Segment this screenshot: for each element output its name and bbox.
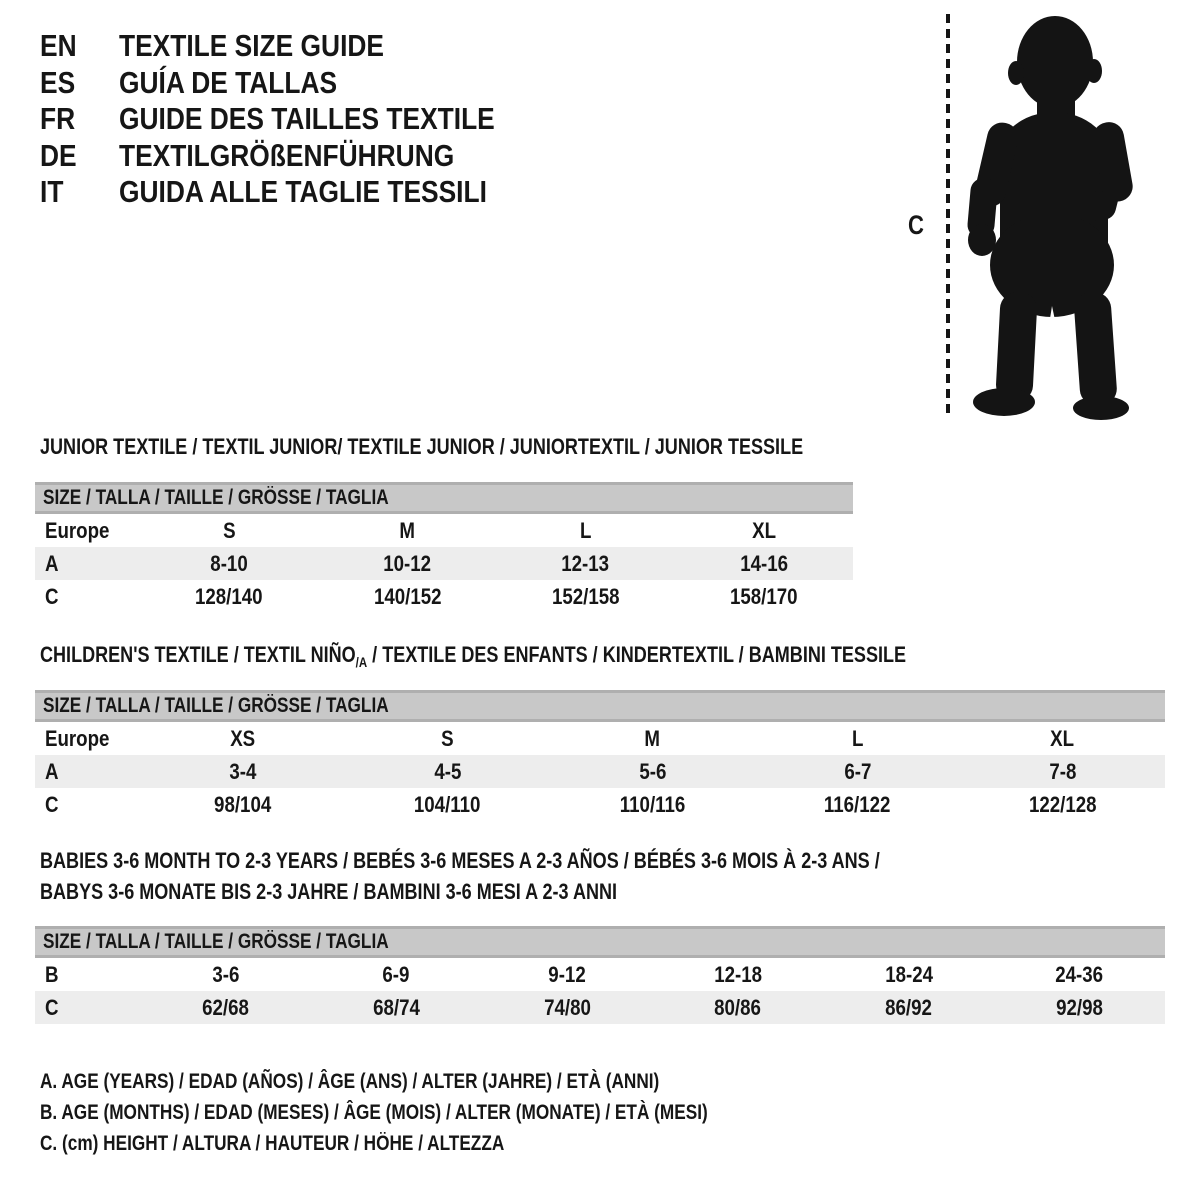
table-cell: S	[441, 725, 454, 751]
row-label: A	[45, 758, 59, 784]
language-code: ES	[40, 64, 76, 100]
nino-a-subscript: /A	[355, 654, 368, 670]
row-label: A	[45, 550, 59, 576]
table-cell: 92/98	[1056, 994, 1103, 1020]
table-cell: 98/104	[213, 791, 272, 817]
babies-size-table	[35, 926, 1165, 1024]
table-cell: 86/92	[885, 994, 933, 1020]
guide-title: GUÍA DE TALLAS	[119, 64, 338, 100]
table-cell: M	[644, 725, 661, 751]
table-row	[35, 722, 1165, 755]
height-measure-line	[944, 14, 952, 418]
table-cell: 3-6	[211, 961, 239, 987]
children-size-table	[35, 690, 1165, 821]
table-cell: 12-18	[713, 961, 762, 987]
table-cell: 10-12	[383, 550, 432, 576]
table-cell: 3-4	[228, 758, 257, 784]
table-cell: XL	[751, 517, 776, 543]
table-cell: 14-16	[739, 550, 788, 576]
table-cell: 128/140	[195, 583, 263, 609]
table-cell: 6-9	[382, 961, 410, 987]
table-row	[35, 788, 1165, 821]
language-title-list	[40, 28, 561, 211]
language-row	[40, 101, 561, 138]
row-label: C	[45, 583, 59, 609]
table-header-bar: SIZE / TALLA / TAILLE / GRÖSSE / TAGLIA	[35, 482, 853, 514]
language-row	[40, 138, 561, 175]
table-cell: 104/110	[414, 791, 481, 817]
table-row	[35, 547, 853, 580]
table-cell: S	[222, 517, 236, 543]
guide-title: TEXTILE SIZE GUIDE	[119, 28, 385, 64]
table-cell: 5-6	[638, 758, 667, 784]
table-cell: L	[851, 725, 864, 751]
table-cell: L	[579, 517, 592, 543]
junior-size-table	[35, 482, 853, 613]
language-code: EN	[40, 28, 77, 64]
footnote-a: A. AGE (YEARS) / EDAD (AÑOS) / ÂGE (ANS) / ALTER (JAHRE) / ETÀ (ANNI)	[40, 1070, 660, 1093]
height-measure-label: C	[908, 210, 924, 240]
language-code: DE	[40, 137, 77, 173]
table-header-bar: SIZE / TALLA / TAILLE / GRÖSSE / TAGLIA	[35, 926, 1165, 958]
table-cell: 122/128	[1028, 791, 1097, 817]
table-cell: 62/68	[202, 994, 249, 1020]
table-cell: 116/122	[824, 791, 891, 817]
table-cell: 110/116	[619, 791, 686, 817]
babies-section-title: BABIES 3-6 MONTH TO 2-3 YEARS / BEBÉS 3-6 MESES A 2-3 AÑOS / BÉBÉS 3-6 MOIS À 2-3 ANS / BABYS 3-6 MONATE BIS 2-3 JAHRE / BAMBINI 3-6 MESI A 2-3 ANNI	[40, 848, 880, 904]
row-label: Europe	[45, 517, 110, 543]
language-row	[40, 174, 561, 211]
table-cell: 80/86	[714, 994, 762, 1020]
table-row	[35, 755, 1165, 788]
guide-title: GUIDA ALLE TAGLIE TESSILI	[119, 174, 487, 210]
table-cell: 4-5	[433, 758, 462, 784]
children-section-title: CHILDREN'S TEXTILE / TEXTIL $NIÑO_{/A}$ / TEXTILE DES ENFANTS / KINDERTEXTIL / BAMBINI TESSILE	[40, 642, 907, 670]
table-cell: 140/152	[373, 583, 442, 609]
footnotes	[40, 1070, 854, 1163]
guide-title: TEXTILGRÖßENFÜHRUNG	[119, 137, 455, 173]
footnote-c: C. (cm) HEIGHT / ALTURA / HAUTEUR / HÖHE / ALTEZZA	[40, 1132, 505, 1155]
table-row	[35, 580, 853, 613]
row-label: C	[45, 791, 59, 817]
table-cell: 12-13	[561, 550, 610, 576]
table-cell: 158/170	[730, 583, 798, 609]
language-code: FR	[40, 101, 76, 137]
language-row	[40, 65, 561, 102]
table-cell: XL	[1050, 725, 1075, 751]
table-cell: 74/80	[543, 994, 591, 1020]
table-cell: 152/158	[551, 583, 620, 609]
table-cell: 6-7	[843, 758, 872, 784]
language-row	[40, 28, 561, 65]
junior-section-title: JUNIOR TEXTILE / TEXTIL JUNIOR/ TEXTILE JUNIOR / JUNIORTEXTIL / JUNIOR TESSILE	[40, 434, 804, 459]
table-row	[35, 991, 1165, 1024]
toddler-silhouette	[960, 10, 1150, 420]
table-cell: M	[399, 517, 416, 543]
guide-title: GUIDE DES TAILLES TEXTILE	[119, 101, 495, 137]
footnote-b: B. AGE (MONTHS) / EDAD (MESES) / ÂGE (MOIS) / ALTER (MONATE) / ETÀ (MESI)	[40, 1101, 708, 1124]
table-cell: 7-8	[1048, 758, 1077, 784]
table-cell: XS	[230, 725, 255, 751]
row-label: C	[45, 994, 59, 1020]
table-cell: 24-36	[1055, 961, 1104, 987]
table-header-bar: SIZE / TALLA / TAILLE / GRÖSSE / TAGLIA	[35, 690, 1165, 722]
table-row	[35, 514, 853, 547]
table-cell: 8-10	[210, 550, 248, 576]
row-label: B	[45, 961, 59, 987]
table-cell: 9-12	[548, 961, 586, 987]
language-code: IT	[40, 174, 64, 210]
table-cell: 68/74	[372, 994, 420, 1020]
table-row	[35, 958, 1165, 991]
row-label: Europe	[45, 725, 110, 751]
table-cell: 18-24	[884, 961, 933, 987]
